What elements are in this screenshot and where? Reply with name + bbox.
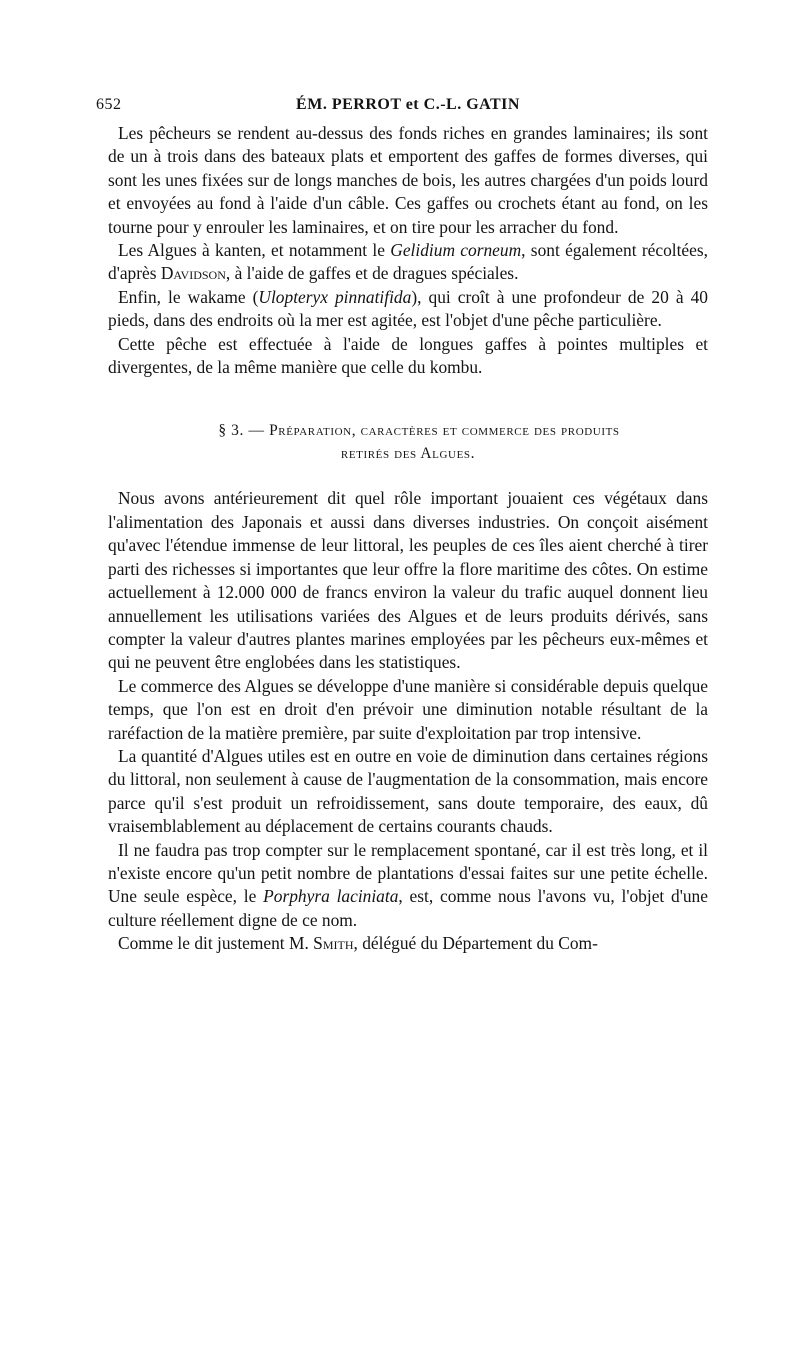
species-name-gelidium: Gelidium corneum — [390, 240, 522, 261]
species-name-porphyra: Porphyra laciniata — [263, 886, 399, 907]
p2-middle: , sont également récoltées, d'après — [108, 240, 708, 284]
p9-after: , délégué du Département du Com- — [353, 933, 598, 954]
paragraph-wakame — [108, 286, 708, 333]
paragraph-kanten-algae — [108, 239, 708, 286]
page-number: 652 — [96, 96, 122, 113]
paragraph-smith-quote — [108, 932, 708, 955]
section-title-part2: retirés des Algues. — [340, 445, 476, 463]
section-number: § 3. — — [218, 422, 265, 440]
paragraph-fishing-method: Les pêcheurs se rendent au-dessus des fonds riches en grandes laminaires; ils sont de un à trois dans des bateaux plats et emportent des gaffes de formes diverses, qui sont les unes fixées sur de longs manches de bois, les autres chargées d'un poids lourd et envoyées au fond à l'aide d'un câble. Ces gaffes ou crochets étant au fond, on les tourne pour y enrouler les laminaires, et on tire pour les arracher du fond. — [108, 123, 708, 237]
p2-after: , à l'aide de gaffes et de dragues spéciales. — [225, 263, 519, 284]
section-heading — [108, 419, 708, 465]
p3-before: Enfin, le wakame ( — [118, 286, 259, 307]
document-page — [96, 96, 708, 956]
paragraph-replacement — [108, 839, 708, 933]
author-name-smith: Smith — [313, 933, 354, 954]
running-header — [96, 96, 708, 122]
p9-before: Comme le dit justement M. — [118, 933, 314, 954]
author-name-davidson: Davidson — [160, 263, 226, 284]
paragraph-gaffes: Cette pêche est effectuée à l'aide de longues gaffes à pointes multiples et divergentes, de la même manière que celle du kombu. — [108, 333, 708, 378]
paragraph-commerce: Le commerce des Algues se développe d'une manière si considérable depuis quelque temps, que l'on est en droit d'en prévoir une diminution notable résultant de la raréfaction de la matière première, par suite d'exploitation par trop intensive. — [108, 675, 708, 743]
p3-after: ), qui croît à une profondeur de 20 à 40 pieds, dans des endroits où la mer est agitée, est l'objet d'une pêche particulière. — [108, 286, 708, 331]
section-title-part1: Préparation, caractères et commerce des produits — [269, 422, 620, 440]
running-title: ÉM. PERROT et C.-L. GATIN — [296, 96, 520, 113]
paragraph-japanese-use: Nous avons antérieurement dit quel rôle important jouaient ces végétaux dans l'alimentation des Japonais et aussi dans diverses industries. On conçoit aisément qu'avec l'étendue immense de leur littoral, les peuples de ces îles aient cherché à tirer parti des richesses si importantes que leur offre la flore maritime des côtes. On estime actuellement à 12.000 000 de francs environ la valeur du trafic auquel donnent lieu annuellement les utilisations variées des Algues et de leurs produits dérivés, sans compter la valeur d'autres plantes marines employées par les pêcheurs eux-mêmes et qui ne peuvent être englobées dans les statistiques. — [108, 488, 708, 673]
paragraph-quantity: La quantité d'Algues utiles est en outre en voie de diminution dans certaines régions du littoral, non seulement à cause de l'augmentation de la consommation, mais encore parce qu'il s'est produit un refroidissement, sans doute temporaire, des eaux, dû vraisemblablement au déplacement de certains courants chauds. — [108, 745, 708, 837]
p8-after: , est, comme nous l'avons vu, l'objet d'une culture réellement digne de ce nom. — [108, 886, 708, 930]
species-name-ulopteryx: Ulopteryx pinnatifida — [258, 286, 412, 307]
p8-before: Il ne faudra pas trop compter sur le remplacement spontané, car il est très long, et il n'existe encore qu'un petit nombre de plantations d'essai faites sur une petite échelle. Une seule espèce, le — [108, 839, 708, 907]
p2-before: Les Algues à kanten, et notamment le — [118, 240, 391, 261]
section-heading-line1 — [108, 419, 708, 442]
